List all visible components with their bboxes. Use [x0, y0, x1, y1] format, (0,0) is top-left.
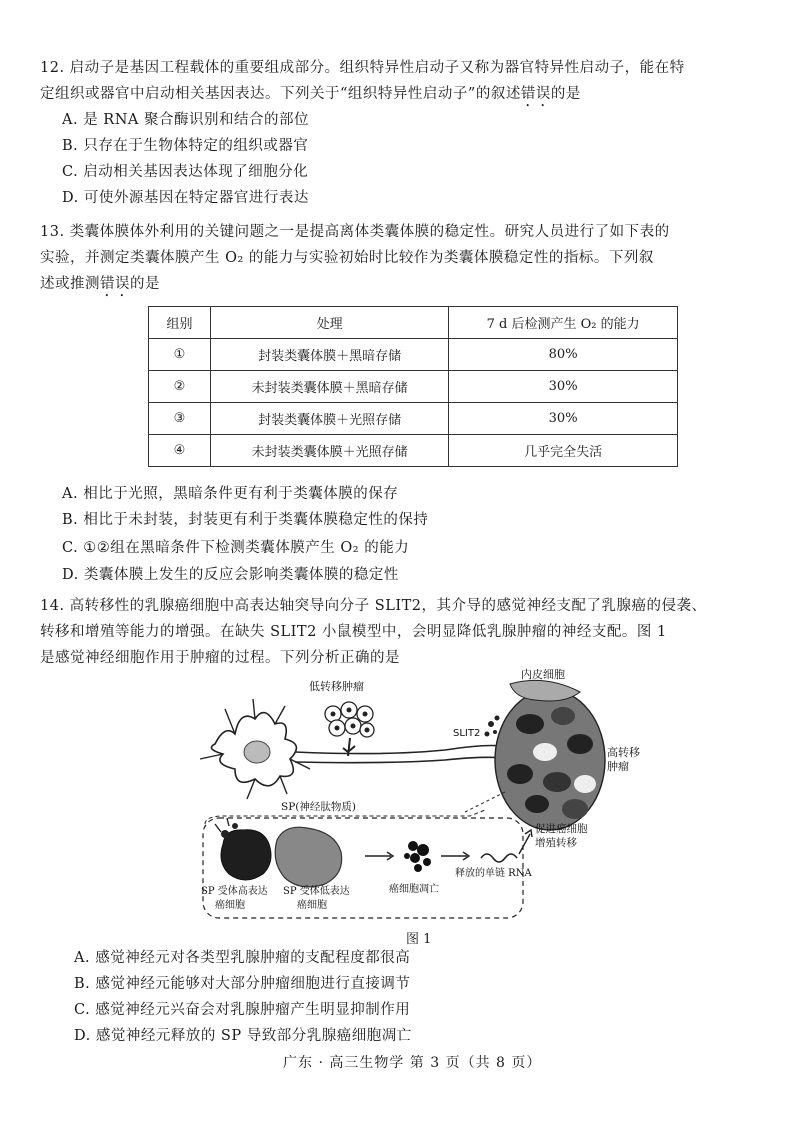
label-promote-proliferation-1: 促进癌细胞 — [535, 823, 588, 835]
q12-stem-line2 — [40, 82, 581, 110]
label-sp-receptor-low-2: 癌细胞 — [297, 900, 327, 911]
figure-caption: 图 1 — [406, 932, 432, 947]
table-header: 处理 — [211, 307, 449, 339]
q12-option-b: B. 只存在于生物体特定的组织或器官 — [62, 138, 309, 154]
label-sp-receptor-low-1: SP 受体低表达 — [283, 886, 350, 897]
q14-option-a: A. 感觉神经元对各类型乳腺肿瘤的支配程度都很高 — [74, 950, 411, 966]
q13-data-table — [148, 306, 678, 467]
q13-option-b: B. 相比于未封装，封装更有利于类囊体膜稳定性的保持 — [62, 512, 429, 528]
sp-receptor-low-cell-illustration — [275, 827, 341, 887]
q14-stem-line1: 14. 高转移性的乳腺癌细胞中高表达轴突导向分子 SLIT2，其介导的感觉神经支配了乳腺癌的侵袭、 — [40, 598, 707, 614]
q14-option-d: D. 感觉神经元释放的 SP 导致部分乳腺癌细胞凋亡 — [74, 1028, 412, 1044]
q13-stem-text: 述或推测 — [40, 276, 100, 292]
sp-receptor-high-cell-illustration — [215, 818, 271, 880]
q12-option-d: D. 可使外源基因在特定器官进行表达 — [62, 190, 309, 206]
table-cell: 未封装类囊体膜＋黑暗存储 — [211, 371, 449, 403]
label-sp-neuropeptide: SP(神经肽物质) — [281, 801, 356, 813]
table-cell: 30% — [449, 371, 678, 403]
apoptotic-cell-illustration — [404, 841, 431, 872]
table-cell: 封装类囊体膜＋黑暗存储 — [211, 339, 449, 371]
page-footer: 广东 · 高三生物学 第 3 页（共 8 页） — [283, 1055, 542, 1071]
label-promote-proliferation-2: 增殖转移 — [535, 837, 577, 849]
label-sp-receptor-high-2: 癌细胞 — [215, 900, 245, 911]
q14-stem-line3: 是感觉神经细胞作用于肿瘤的过程。下列分析正确的是 — [40, 650, 400, 666]
table-cell: 30% — [449, 403, 678, 435]
q14-option-c: C. 感觉神经元兴奋会对乳腺肿瘤产生明显抑制作用 — [74, 1002, 411, 1018]
label-slit2: SLIT2 — [453, 728, 481, 739]
table-cell: ③ — [149, 403, 211, 435]
label-endothelial-cell: 内皮细胞 — [521, 668, 565, 681]
table-cell: 未封装类囊体膜＋光照存储 — [211, 435, 449, 467]
q13-emphasis-wrong: 错误 — [100, 276, 130, 292]
table-cell: ② — [149, 371, 211, 403]
q13-stem-line2: 实验，并测定类囊体膜产生 O₂ 的能力与实验初始时比较作为类囊体膜稳定性的指标。下列叙 — [40, 250, 654, 266]
table-cell: ① — [149, 339, 211, 371]
label-cancer-apoptosis: 癌细胞凋亡 — [389, 884, 439, 895]
table-row — [149, 371, 678, 403]
q13-stem-line1: 13. 类囊体膜体外利用的关键问题之一是提高离体类囊体膜的稳定性。研究人员进行了如下表的 — [40, 224, 670, 240]
q13-stem-end: 的是 — [130, 276, 160, 292]
table-cell: 封装类囊体膜＋光照存储 — [211, 403, 449, 435]
q14-stem-line2: 转移和增殖等能力的增强。在缺失 SLIT2 小鼠模型中，会明显降低乳腺肿瘤的神经支配。图 1 — [40, 624, 667, 640]
table-cell: 几乎完全失活 — [449, 435, 678, 467]
q12-stem-end: 的是 — [550, 86, 581, 102]
table-row — [149, 435, 678, 467]
q13-stem-line3 — [40, 272, 160, 300]
table-header: 7 d 后检测产生 O₂ 的能力 — [449, 307, 678, 339]
q12-stem-text: 定组织或器官中启动相关基因表达。下列关于“组织特异性启动子”的叙述 — [40, 86, 521, 102]
label-high-metastasis-tumor-1: 高转移 — [607, 746, 640, 759]
table-cell: ④ — [149, 435, 211, 467]
low-metastasis-tumor-illustration — [325, 702, 374, 756]
table-header: 组别 — [149, 307, 211, 339]
q12-option-a: A. 是 RNA 聚合酶识别和结合的部位 — [62, 112, 309, 128]
arrow-up-icon — [519, 834, 530, 854]
q12-option-c: C. 启动相关基因表达体现了细胞分化 — [62, 164, 309, 180]
q14-option-b: B. 感觉神经元能够对大部分肿瘤细胞进行直接调节 — [74, 976, 411, 992]
q13-option-c: C. ①②组在黑暗条件下检测类囊体膜产生 O₂ 的能力 — [62, 540, 410, 556]
table-cell: 80% — [449, 339, 678, 371]
table-row — [149, 339, 678, 371]
rna-strand-icon — [481, 854, 517, 862]
table-header-row — [149, 307, 678, 339]
figure-1-diagram — [185, 664, 645, 926]
label-low-metastasis-tumor: 低转移肿瘤 — [309, 680, 364, 693]
label-sp-receptor-high-1: SP 受体高表达 — [201, 886, 268, 897]
label-high-metastasis-tumor-2: 肿瘤 — [607, 760, 629, 773]
q12-emphasis-wrong: 错误 — [520, 86, 551, 102]
q13-option-a: A. 相比于光照，黑暗条件更有利于类囊体膜的保存 — [62, 486, 399, 502]
high-metastasis-tumor-illustration — [485, 680, 606, 830]
q13-option-d: D. 类囊体膜上发生的反应会影响类囊体膜的稳定性 — [62, 567, 399, 583]
table-row — [149, 403, 678, 435]
label-released-rna: 释放的单链 RNA — [455, 868, 532, 879]
q12-stem-line1: 12. 启动子是基因工程载体的重要组成部分。组织特异性启动子又称为器官特异性启动子，能在特 — [40, 60, 685, 76]
